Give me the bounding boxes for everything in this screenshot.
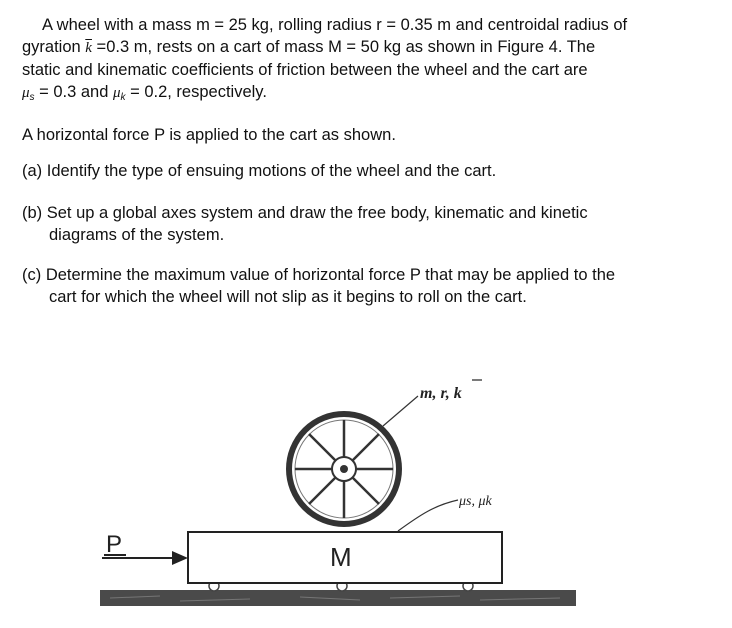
force-statement: A horizontal force P is applied to the cart as shown. [22,126,396,144]
wheel-label-leader [383,396,418,426]
part-c [22,264,722,308]
part-b-line-2: diagrams of the system. [49,226,225,244]
force-label: P [106,531,123,558]
mu-s-symbol: μ [22,85,30,101]
friction-label: μs, μk [459,494,492,509]
friction-label-leader [398,500,458,531]
mu-s-subscript: s [29,92,35,103]
problem-intro [22,14,722,109]
intro-line-4 [22,81,722,109]
wheel-label: m, r, k [420,385,462,402]
k-bar-symbol: $\overline{k}$ [85,40,92,56]
figure-4 [0,330,732,628]
intro-line-1: A wheel with a mass m = 25 kg, rolling radius r = 0.35 m and centroidal radius of [42,16,628,34]
mu-k-symbol: μ [112,85,121,101]
ground [100,590,576,606]
part-b-line-1: (b) Set up a global axes system and draw the free body, kinematic and kinetic [22,204,588,222]
wheel [289,414,399,524]
part-b [22,202,722,246]
mu-k-value: = 0.2, respectively. [125,83,267,101]
wheel-centroid [340,465,348,473]
intro-line-2 [22,36,722,59]
mu-s-value: = 0.3 and [34,83,113,101]
intro-line-2-pre: gyration [22,38,86,56]
mu-k-subscript: k [120,92,126,103]
intro-line-2-post: =0.3 m, rests on a cart of mass M = 50 kg as shown in Figure 4. The [91,38,596,56]
part-a: (a) Identify the type of ensuing motions of the wheel and the cart. [22,162,497,180]
part-c-line-2: cart for which the wheel will not slip as it begins to roll on the cart. [49,288,527,306]
intro-line-3: static and kinematic coefficients of friction between the wheel and the cart are [22,61,588,79]
force-arrow-head [172,551,188,565]
cart-label: M [330,542,352,572]
part-c-line-1: (c) Determine the maximum value of horizontal force P that may be applied to the [22,266,616,284]
